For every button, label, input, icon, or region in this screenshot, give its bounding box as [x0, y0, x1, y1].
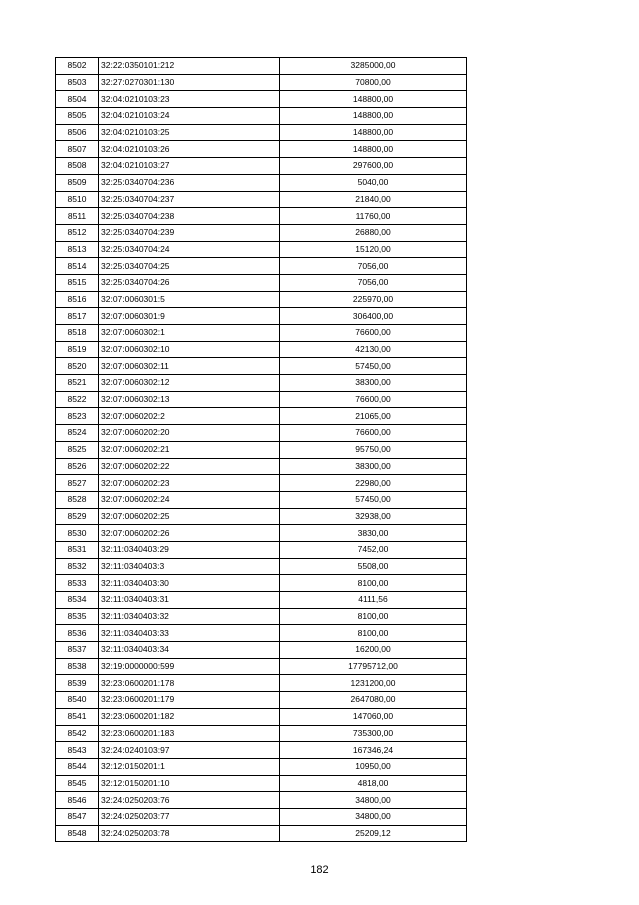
- table-row: [56, 191, 467, 208]
- table-row: [56, 475, 467, 492]
- cadastral-number-cell: 32:25:0340704:26: [99, 274, 280, 291]
- row-number-cell: 8542: [56, 725, 99, 742]
- row-number-cell: 8541: [56, 708, 99, 725]
- cadastral-number-cell: 32:07:0060202:24: [99, 491, 280, 508]
- table-row: [56, 742, 467, 759]
- cadastral-value-cell: 22980,00: [280, 475, 467, 492]
- row-number-cell: 8504: [56, 91, 99, 108]
- row-number-cell: 8546: [56, 792, 99, 809]
- row-number-cell: 8517: [56, 308, 99, 325]
- cadastral-value-cell: 25209,12: [280, 825, 467, 842]
- cadastral-value-cell: 34800,00: [280, 808, 467, 825]
- cadastral-value-cell: 4818,00: [280, 775, 467, 792]
- cadastral-number-cell: 32:04:0210103:27: [99, 158, 280, 175]
- row-number-cell: 8505: [56, 108, 99, 125]
- table-row: [56, 408, 467, 425]
- cadastral-value-cell: 148800,00: [280, 141, 467, 158]
- cadastral-value-cell: 3830,00: [280, 525, 467, 542]
- row-number-cell: 8544: [56, 758, 99, 775]
- table-row: [56, 658, 467, 675]
- row-number-cell: 8528: [56, 491, 99, 508]
- cadastral-number-cell: 32:24:0250203:76: [99, 792, 280, 809]
- cadastral-value-cell: 70800,00: [280, 74, 467, 91]
- cadastral-number-cell: 32:25:0340704:237: [99, 191, 280, 208]
- cadastral-number-cell: 32:07:0060302:12: [99, 375, 280, 392]
- cadastral-number-cell: 32:23:0600201:179: [99, 692, 280, 709]
- table-row: [56, 708, 467, 725]
- table-row: [56, 258, 467, 275]
- cadastral-value-cell: 15120,00: [280, 241, 467, 258]
- cadastral-number-cell: 32:07:0060301:9: [99, 308, 280, 325]
- cadastral-value-cell: 5508,00: [280, 558, 467, 575]
- cadastral-value-cell: 21840,00: [280, 191, 467, 208]
- cadastral-number-cell: 32:11:0340403:3: [99, 558, 280, 575]
- cadastral-value-cell: 7056,00: [280, 274, 467, 291]
- cadastral-number-cell: 32:04:0210103:25: [99, 124, 280, 141]
- cadastral-value-cell: 147060,00: [280, 708, 467, 725]
- row-number-cell: 8521: [56, 375, 99, 392]
- row-number-cell: 8520: [56, 358, 99, 375]
- row-number-cell: 8502: [56, 58, 99, 75]
- row-number-cell: 8518: [56, 325, 99, 342]
- row-number-cell: 8513: [56, 241, 99, 258]
- table-row: [56, 158, 467, 175]
- cadastral-number-cell: 32:11:0340403:31: [99, 592, 280, 609]
- row-number-cell: 8529: [56, 508, 99, 525]
- table-row: [56, 325, 467, 342]
- table-row: [56, 425, 467, 442]
- table-row: [56, 208, 467, 225]
- cadastral-value-cell: 7056,00: [280, 258, 467, 275]
- table-row: [56, 458, 467, 475]
- cadastral-value-cell: 76600,00: [280, 325, 467, 342]
- row-number-cell: 8525: [56, 441, 99, 458]
- table-row: [56, 608, 467, 625]
- table-row: [56, 274, 467, 291]
- table-row: [56, 358, 467, 375]
- table-row: [56, 58, 467, 75]
- cadastral-value-cell: 1231200,00: [280, 675, 467, 692]
- row-number-cell: 8543: [56, 742, 99, 759]
- row-number-cell: 8533: [56, 575, 99, 592]
- table-row: [56, 174, 467, 191]
- table-row: [56, 541, 467, 558]
- row-number-cell: 8506: [56, 124, 99, 141]
- table-row: [56, 375, 467, 392]
- cadastral-value-cell: 2647080,00: [280, 692, 467, 709]
- cadastral-value-cell: 167346,24: [280, 742, 467, 759]
- row-number-cell: 8507: [56, 141, 99, 158]
- cadastral-value-cell: 32938,00: [280, 508, 467, 525]
- cadastral-number-cell: 32:11:0340403:32: [99, 608, 280, 625]
- row-number-cell: 8536: [56, 625, 99, 642]
- cadastral-number-cell: 32:04:0210103:23: [99, 91, 280, 108]
- table-row: [56, 725, 467, 742]
- row-number-cell: 8526: [56, 458, 99, 475]
- table-row: [56, 491, 467, 508]
- row-number-cell: 8503: [56, 74, 99, 91]
- table-row: [56, 124, 467, 141]
- cadastral-value-cell: 42130,00: [280, 341, 467, 358]
- cadastral-value-cell: 7452,00: [280, 541, 467, 558]
- row-number-cell: 8523: [56, 408, 99, 425]
- row-number-cell: 8508: [56, 158, 99, 175]
- cadastral-number-cell: 32:12:0150201:10: [99, 775, 280, 792]
- row-number-cell: 8516: [56, 291, 99, 308]
- cadastral-value-cell: 38300,00: [280, 458, 467, 475]
- cadastral-number-cell: 32:25:0340704:24: [99, 241, 280, 258]
- cadastral-number-cell: 32:07:0060202:25: [99, 508, 280, 525]
- cadastral-number-cell: 32:24:0250203:78: [99, 825, 280, 842]
- cadastral-value-cell: 5040,00: [280, 174, 467, 191]
- cadastral-value-cell: 8100,00: [280, 608, 467, 625]
- cadastral-number-cell: 32:25:0340704:238: [99, 208, 280, 225]
- table-row: [56, 224, 467, 241]
- cadastral-value-cell: 4111,56: [280, 592, 467, 609]
- table-row: [56, 592, 467, 609]
- table-row: [56, 792, 467, 809]
- table-row: [56, 91, 467, 108]
- table-row: [56, 508, 467, 525]
- cadastral-value-cell: 95750,00: [280, 441, 467, 458]
- cadastral-number-cell: 32:25:0340704:239: [99, 224, 280, 241]
- row-number-cell: 8512: [56, 224, 99, 241]
- row-number-cell: 8509: [56, 174, 99, 191]
- row-number-cell: 8548: [56, 825, 99, 842]
- row-number-cell: 8522: [56, 391, 99, 408]
- table-row: [56, 74, 467, 91]
- cadastral-value-cell: 21065,00: [280, 408, 467, 425]
- cadastral-number-cell: 32:07:0060202:21: [99, 441, 280, 458]
- cadastral-number-cell: 32:11:0340403:34: [99, 642, 280, 659]
- cadastral-number-cell: 32:07:0060302:11: [99, 358, 280, 375]
- table-row: [56, 775, 467, 792]
- cadastral-number-cell: 32:07:0060202:2: [99, 408, 280, 425]
- row-number-cell: 8539: [56, 675, 99, 692]
- cadastral-number-cell: 32:24:0240103:97: [99, 742, 280, 759]
- table-row: [56, 575, 467, 592]
- row-number-cell: 8530: [56, 525, 99, 542]
- cadastral-value-cell: 148800,00: [280, 108, 467, 125]
- cadastral-value-cell: 57450,00: [280, 491, 467, 508]
- cadastral-value-cell: 10950,00: [280, 758, 467, 775]
- cadastral-value-cell: 26880,00: [280, 224, 467, 241]
- row-number-cell: 8514: [56, 258, 99, 275]
- row-number-cell: 8537: [56, 642, 99, 659]
- cadastral-number-cell: 32:27:0270301:130: [99, 74, 280, 91]
- cadastral-value-cell: 16200,00: [280, 642, 467, 659]
- table-row: [56, 391, 467, 408]
- cadastral-number-cell: 32:22:0350101:212: [99, 58, 280, 75]
- table-row: [56, 692, 467, 709]
- cadastral-value-cell: 38300,00: [280, 375, 467, 392]
- row-number-cell: 8510: [56, 191, 99, 208]
- cadastral-number-cell: 32:23:0600201:183: [99, 725, 280, 742]
- cadastral-value-cell: 17795712,00: [280, 658, 467, 675]
- cadastral-value-cell: 306400,00: [280, 308, 467, 325]
- row-number-cell: 8532: [56, 558, 99, 575]
- cadastral-value-table: [55, 57, 467, 842]
- row-number-cell: 8545: [56, 775, 99, 792]
- cadastral-number-cell: 32:07:0060302:13: [99, 391, 280, 408]
- row-number-cell: 8515: [56, 274, 99, 291]
- table-row: [56, 291, 467, 308]
- cadastral-value-cell: 11760,00: [280, 208, 467, 225]
- table-row: [56, 441, 467, 458]
- cadastral-number-cell: 32:25:0340704:236: [99, 174, 280, 191]
- cadastral-number-cell: 32:07:0060302:1: [99, 325, 280, 342]
- cadastral-number-cell: 32:04:0210103:26: [99, 141, 280, 158]
- row-number-cell: 8534: [56, 592, 99, 609]
- cadastral-number-cell: 32:11:0340403:30: [99, 575, 280, 592]
- table-row: [56, 558, 467, 575]
- row-number-cell: 8547: [56, 808, 99, 825]
- table-row: [56, 141, 467, 158]
- cadastral-value-cell: 148800,00: [280, 91, 467, 108]
- row-number-cell: 8524: [56, 425, 99, 442]
- row-number-cell: 8527: [56, 475, 99, 492]
- page-number: 182: [310, 864, 329, 876]
- cadastral-number-cell: 32:07:0060202:26: [99, 525, 280, 542]
- table-row: [56, 341, 467, 358]
- cadastral-number-cell: 32:23:0600201:178: [99, 675, 280, 692]
- cadastral-value-cell: 8100,00: [280, 625, 467, 642]
- table-row: [56, 808, 467, 825]
- cadastral-number-cell: 32:04:0210103:24: [99, 108, 280, 125]
- cadastral-value-cell: 297600,00: [280, 158, 467, 175]
- cadastral-number-cell: 32:07:0060301:5: [99, 291, 280, 308]
- cadastral-number-cell: 32:25:0340704:25: [99, 258, 280, 275]
- cadastral-number-cell: 32:19:0000000:599: [99, 658, 280, 675]
- cadastral-number-cell: 32:11:0340403:33: [99, 625, 280, 642]
- cadastral-value-cell: 76600,00: [280, 425, 467, 442]
- row-number-cell: 8511: [56, 208, 99, 225]
- cadastral-value-cell: 148800,00: [280, 124, 467, 141]
- row-number-cell: 8519: [56, 341, 99, 358]
- cadastral-value-cell: 76600,00: [280, 391, 467, 408]
- cadastral-number-cell: 32:07:0060202:20: [99, 425, 280, 442]
- row-number-cell: 8538: [56, 658, 99, 675]
- cadastral-value-cell: 57450,00: [280, 358, 467, 375]
- cadastral-number-cell: 32:07:0060202:23: [99, 475, 280, 492]
- cadastral-number-cell: 32:11:0340403:29: [99, 541, 280, 558]
- cadastral-value-cell: 34800,00: [280, 792, 467, 809]
- cadastral-number-cell: 32:07:0060302:10: [99, 341, 280, 358]
- table-row: [56, 308, 467, 325]
- cadastral-number-cell: 32:24:0250203:77: [99, 808, 280, 825]
- table-row: [56, 675, 467, 692]
- table-row: [56, 758, 467, 775]
- table-body: [56, 58, 467, 842]
- row-number-cell: 8535: [56, 608, 99, 625]
- table-row: [56, 241, 467, 258]
- row-number-cell: 8531: [56, 541, 99, 558]
- cadastral-number-cell: 32:07:0060202:22: [99, 458, 280, 475]
- cadastral-value-cell: 8100,00: [280, 575, 467, 592]
- cadastral-value-cell: 735300,00: [280, 725, 467, 742]
- table-row: [56, 525, 467, 542]
- table-row: [56, 825, 467, 842]
- cadastral-number-cell: 32:12:0150201:1: [99, 758, 280, 775]
- table-row: [56, 108, 467, 125]
- table-row: [56, 625, 467, 642]
- row-number-cell: 8540: [56, 692, 99, 709]
- cadastral-number-cell: 32:23:0600201:182: [99, 708, 280, 725]
- cadastral-value-cell: 3285000,00: [280, 58, 467, 75]
- table-row: [56, 642, 467, 659]
- cadastral-value-cell: 225970,00: [280, 291, 467, 308]
